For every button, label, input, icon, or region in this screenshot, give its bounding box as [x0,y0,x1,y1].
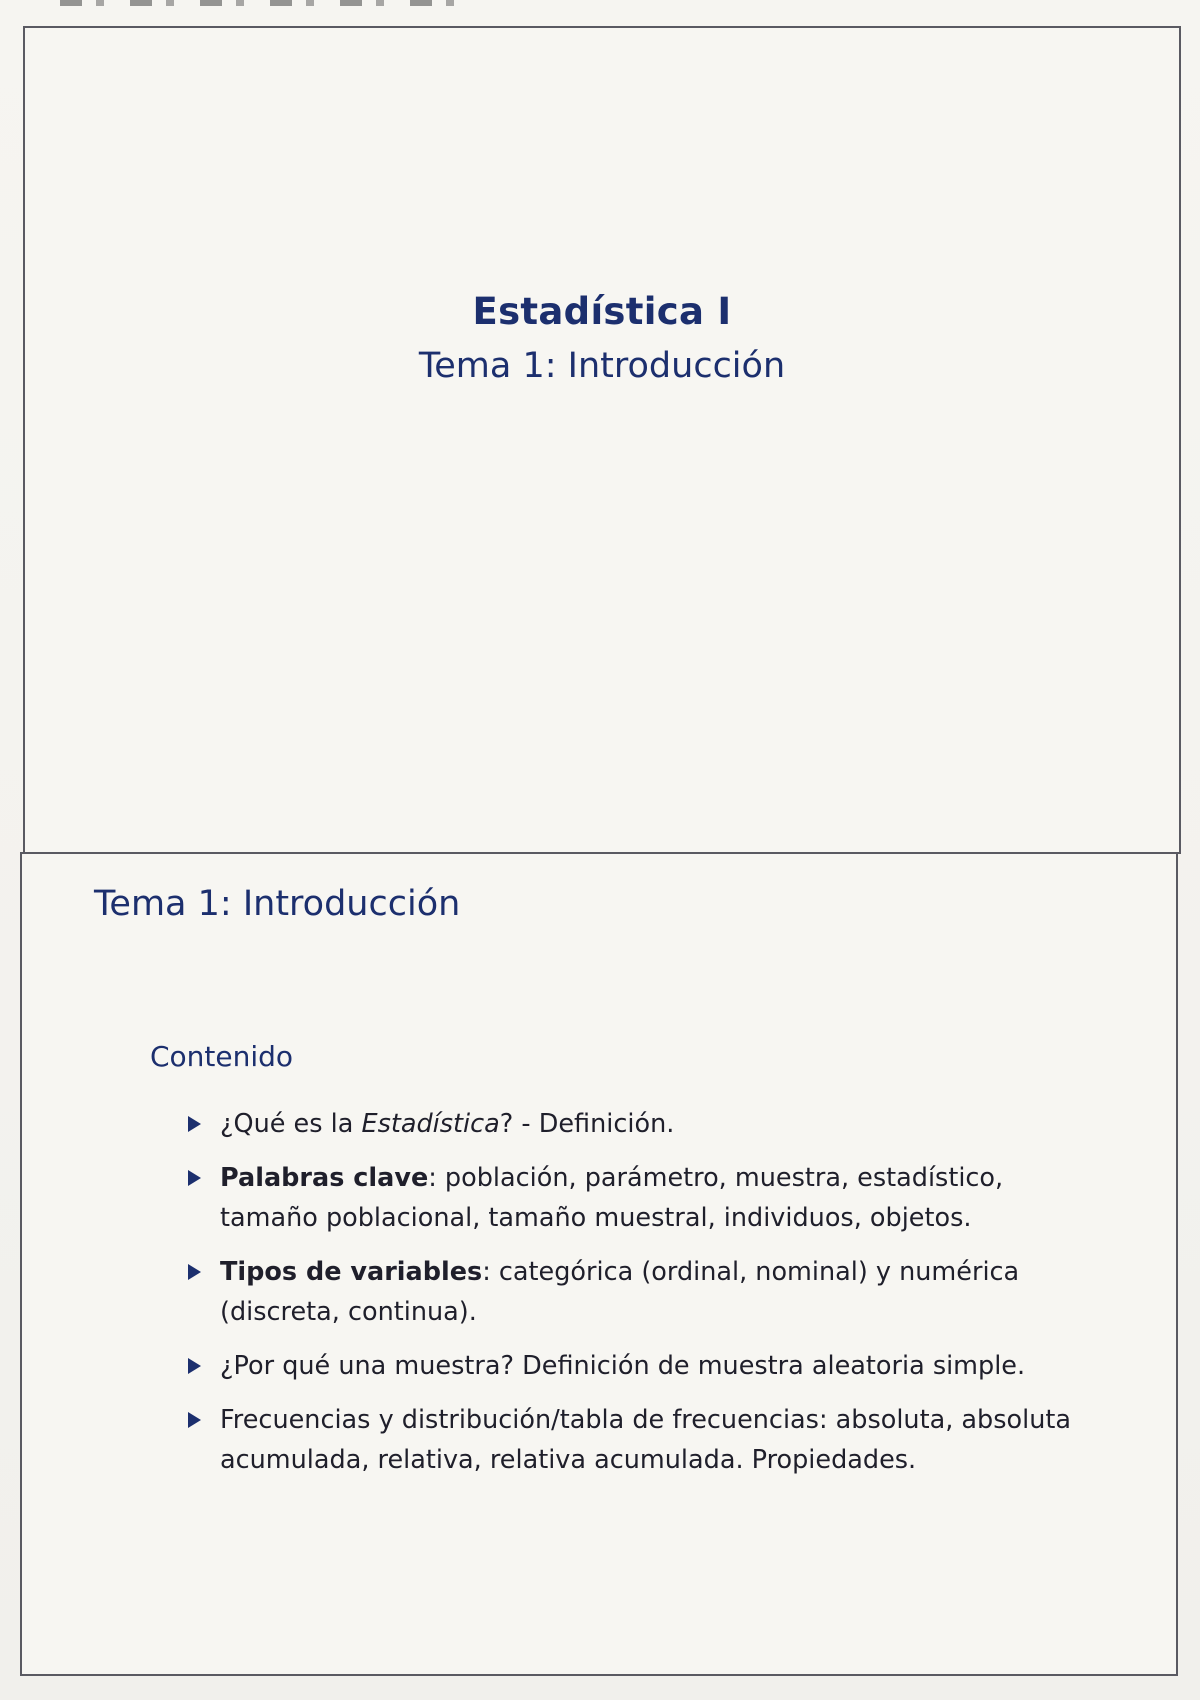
content-bullet-list [182,1104,1082,1494]
bullet-text: : categórica (ordinal, nominal) y numérica (discreta, continua). [220,1257,1020,1327]
block-heading: Contenido [150,1040,294,1073]
bullet-text: ? - Definición. [499,1109,675,1139]
list-item [182,1252,1082,1332]
triangle-bullet-icon [188,1412,201,1428]
title-slide [23,26,1181,854]
bullet-lead-bold: Palabras clave [220,1163,429,1193]
bullet-lead-bold: Tipos de variables [220,1257,483,1287]
bullet-lead-plain: ¿Qué es la [220,1109,362,1139]
top-edge-scrap [60,0,480,6]
bullet-text: : población, parámetro, muestra, estadístico, tamaño poblacional, tamaño muestral, individuos, objetos. [220,1163,1004,1233]
list-item [182,1104,1082,1144]
bullet-lead-italic: Estadística [361,1109,500,1139]
slide-subtitle: Tema 1: Introducción [418,346,786,386]
triangle-bullet-icon [188,1264,201,1280]
slide-title: Estadística I [472,290,732,333]
triangle-bullet-icon [188,1116,201,1132]
list-item [182,1158,1082,1238]
list-item [182,1400,1082,1480]
bullet-text: Frecuencias y distribución/tabla de frecuencias: absoluta, absoluta acumulada, relativa, relativa acumulada. Propiedades. [220,1405,1072,1475]
content-slide [20,852,1178,1676]
frame-title: Tema 1: Introducción [94,884,461,924]
triangle-bullet-icon [188,1358,201,1374]
bullet-text: ¿Por qué una muestra? Definición de muestra aleatoria simple. [220,1351,1026,1381]
list-item [182,1346,1082,1386]
triangle-bullet-icon [188,1170,201,1186]
